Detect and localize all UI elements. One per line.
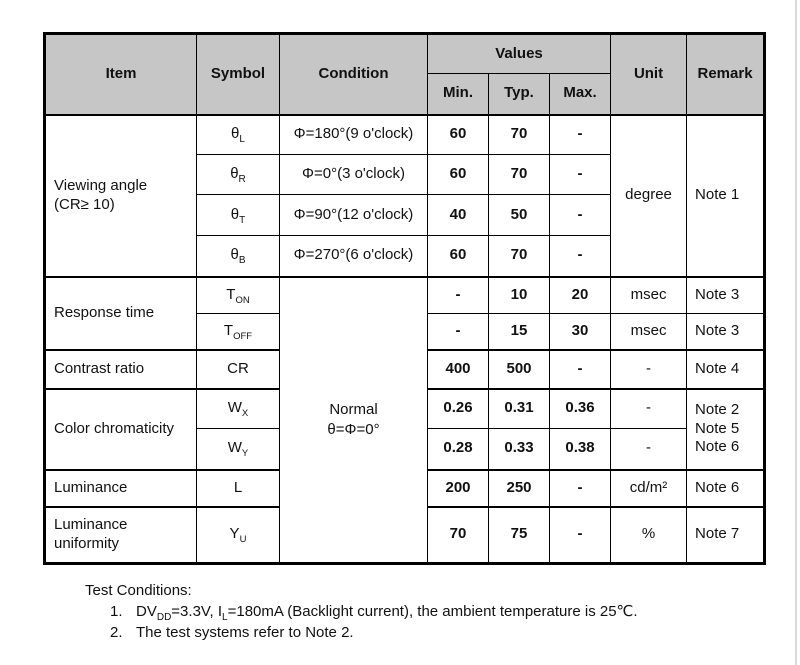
page-edge-line [795, 0, 797, 665]
remark-viewing-angle: Note 1 [687, 115, 765, 277]
symbol-sub: T [239, 214, 246, 226]
subscript: DD [156, 612, 172, 623]
max-wy: 0.38 [550, 429, 611, 470]
test-condition-1 [85, 601, 638, 622]
symbol-theta-b [197, 236, 280, 277]
symbol-base: T [226, 285, 236, 303]
header-row-1 [45, 34, 765, 74]
item-luminance-uniformity-line1: Luminance [54, 516, 128, 533]
item-response-time: Response time [45, 277, 197, 350]
symbol-wx [197, 389, 280, 429]
max-luminance-uniformity: - [550, 507, 611, 564]
test-conditions-title: Test Conditions: [85, 582, 192, 599]
subscript: L [222, 612, 228, 623]
test-condition-1-number: 1. [110, 603, 123, 620]
symbol-base: θ [230, 246, 239, 264]
condition-theta-b: Φ=270°(6 o'clock) [280, 236, 428, 277]
max-theta-t: - [550, 195, 611, 236]
typ-t-on: 10 [489, 277, 550, 314]
spec-table [43, 32, 766, 565]
min-cr: 400 [428, 350, 489, 389]
min-wx: 0.26 [428, 389, 489, 429]
min-luminance-uniformity: 70 [428, 507, 489, 564]
text-segment: DV [136, 603, 157, 620]
remark-line: Note 6 [695, 438, 740, 456]
row-theta-l [45, 115, 765, 155]
remark-t-off: Note 3 [687, 314, 765, 350]
symbol-sub: Y [241, 448, 249, 460]
item-luminance-uniformity-line2: uniformity [54, 534, 120, 552]
item-viewing-angle-line2: (CR≥ 10) [54, 195, 115, 213]
test-condition-1-text [136, 601, 638, 622]
item-luminance-uniformity [45, 507, 197, 564]
symbol-wy [197, 429, 280, 470]
typ-theta-r: 70 [489, 155, 550, 195]
unit-t-off: msec [611, 314, 687, 350]
condition-normal [280, 277, 428, 564]
symbol-theta-t [197, 195, 280, 236]
symbol-base: T [223, 321, 234, 339]
typ-cr: 500 [489, 350, 550, 389]
typ-wy: 0.33 [489, 429, 550, 470]
min-t-on: - [428, 277, 489, 314]
min-t-off: - [428, 314, 489, 350]
remark-luminance: Note 6 [687, 470, 765, 507]
text-segment: =3.3V, I [171, 603, 223, 620]
item-viewing-angle [45, 115, 197, 277]
col-header-symbol: Symbol [197, 34, 280, 115]
min-luminance: 200 [428, 470, 489, 507]
symbol-sub: U [239, 534, 247, 546]
max-wx: 0.36 [550, 389, 611, 429]
typ-wx: 0.31 [489, 389, 550, 429]
col-header-typ: Typ. [489, 74, 550, 115]
item-color-chromaticity: Color chromaticity [45, 389, 197, 470]
col-header-values: Values [428, 34, 611, 74]
test-condition-2-number: 2. [110, 624, 123, 641]
symbol-base: θ [231, 125, 240, 143]
min-wy: 0.28 [428, 429, 489, 470]
col-header-condition: Condition [280, 34, 428, 115]
symbol-base: W [227, 439, 242, 457]
min-theta-b: 60 [428, 236, 489, 277]
typ-theta-b: 70 [489, 236, 550, 277]
unit-wy: - [611, 429, 687, 470]
symbol-base: θ [230, 205, 240, 223]
remark-cr: Note 4 [687, 350, 765, 389]
condition-normal-line1: Normal [329, 400, 378, 418]
max-luminance: - [550, 470, 611, 507]
test-conditions [85, 580, 638, 643]
symbol-base: θ [230, 165, 239, 183]
max-theta-r: - [550, 155, 611, 195]
condition-theta-r: Φ=0°(3 o'clock) [280, 155, 428, 195]
unit-luminance-uniformity: % [611, 507, 687, 564]
max-theta-l: - [550, 115, 611, 155]
row-t-on [45, 277, 765, 314]
min-theta-r: 60 [428, 155, 489, 195]
col-header-min: Min. [428, 74, 489, 115]
typ-luminance: 250 [489, 470, 550, 507]
max-cr: - [550, 350, 611, 389]
unit-t-on: msec [611, 277, 687, 314]
symbol-sub: R [238, 174, 246, 186]
symbol-cr: CR [197, 350, 280, 389]
symbol-l: L [197, 470, 280, 507]
test-condition-2 [85, 622, 638, 643]
condition-normal-line2: θ=Φ=0° [327, 420, 380, 438]
remark-color-chromaticity [687, 389, 765, 470]
typ-theta-t: 50 [489, 195, 550, 236]
unit-viewing-angle: degree [611, 115, 687, 277]
symbol-sub: X [241, 408, 249, 420]
item-luminance: Luminance [45, 470, 197, 507]
symbol-t-on [197, 277, 280, 314]
item-viewing-angle-line1: Viewing angle [54, 176, 148, 194]
text-segment: =180mA (Backlight current), the ambient temperature is 25℃. [227, 603, 638, 620]
remark-t-on: Note 3 [687, 277, 765, 314]
typ-luminance-uniformity: 75 [489, 507, 550, 564]
condition-theta-t: Φ=90°(12 o'clock) [280, 195, 428, 236]
item-contrast-ratio: Contrast ratio [45, 350, 197, 389]
symbol-sub: B [238, 255, 246, 267]
typ-theta-l: 70 [489, 115, 550, 155]
symbol-theta-l [197, 115, 280, 155]
col-header-remark: Remark [687, 34, 765, 115]
remark-line: Note 2 [695, 400, 740, 418]
col-header-item: Item [45, 34, 197, 115]
max-t-on: 20 [550, 277, 611, 314]
unit-luminance: cd/m² [611, 470, 687, 507]
symbol-sub: ON [235, 294, 250, 306]
symbol-base: Y [229, 525, 240, 543]
symbol-theta-r [197, 155, 280, 195]
max-theta-b: - [550, 236, 611, 277]
symbol-yu [197, 507, 280, 564]
max-t-off: 30 [550, 314, 611, 350]
min-theta-t: 40 [428, 195, 489, 236]
remark-line: Note 5 [695, 419, 740, 437]
symbol-t-off [197, 314, 280, 350]
typ-t-off: 15 [489, 314, 550, 350]
remark-luminance-uniformity: Note 7 [687, 507, 765, 564]
min-theta-l: 60 [428, 115, 489, 155]
condition-theta-l: Φ=180°(9 o'clock) [280, 115, 428, 155]
symbol-sub: OFF [233, 330, 253, 342]
test-condition-2-text: The test systems refer to Note 2. [136, 624, 354, 641]
unit-wx: - [611, 389, 687, 429]
col-header-max: Max. [550, 74, 611, 115]
col-header-unit: Unit [611, 34, 687, 115]
unit-cr: - [611, 350, 687, 389]
symbol-sub: L [239, 134, 245, 146]
symbol-base: W [227, 399, 242, 417]
